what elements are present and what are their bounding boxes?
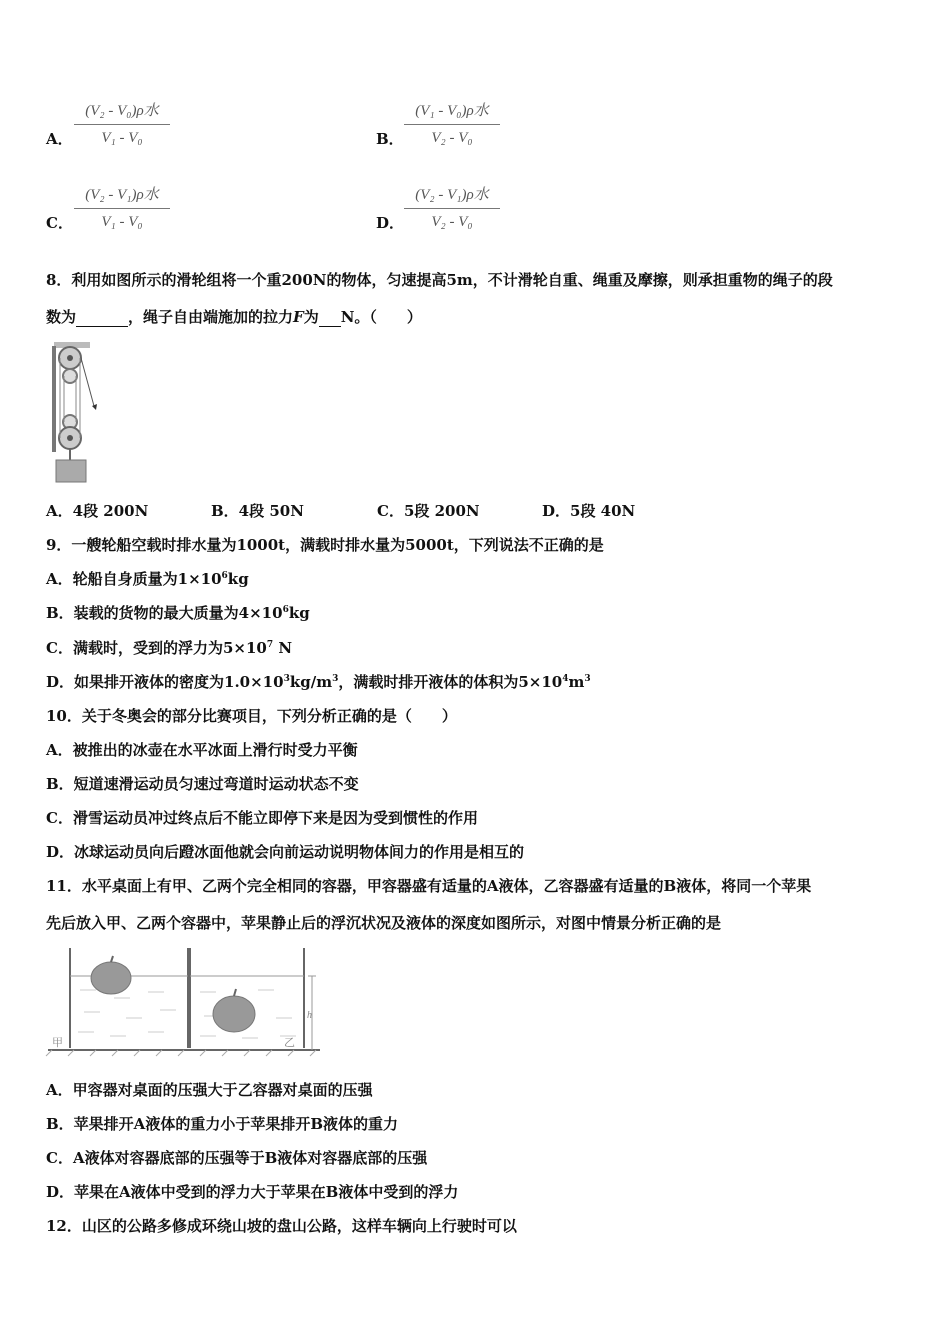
q7-option-c-formula[interactable] [74,184,170,233]
unit: kg [227,570,249,588]
q8-option-b[interactable]: B．4段 50N [211,502,304,520]
q11-option-d[interactable]: D．苹果在A液体中受到的浮力大于苹果在B液体中受到的浮力 [46,1183,459,1201]
fraction-denominator: V₂ - V₀ [431,130,473,146]
exponent: 3 [584,674,591,684]
unit: kg [288,604,310,622]
fixed-pulley-small [63,369,77,383]
q10-option-c[interactable]: C．滑雪运动员冲过终点后不能立即停下来是因为受到惯性的作用 [46,809,478,827]
q10-option-a[interactable]: A．被推出的冰壶在水平冰面上滑行时受力平衡 [46,741,358,759]
q9-text: D．如果排开液体的密度为1.0×10 [46,673,284,691]
q10-option-b[interactable]: B．短道速滑运动员匀速过弯道时运动状态不变 [46,775,359,793]
container-jia [70,948,188,1048]
q7-option-d-label: D． [376,214,405,232]
container-yi [190,948,304,1048]
q7-option-d-formula[interactable] [404,184,500,233]
q9-option-b[interactable] [46,603,310,623]
exponent: 7 [266,640,274,650]
q7-option-b-label: B． [376,130,404,148]
depth-label: h [307,1010,312,1021]
q9-option-d[interactable] [46,672,591,692]
fraction-bar [404,124,500,125]
q10-stem: 10．关于冬奥会的部分比赛项目，下列分析正确的是（ ） [46,707,457,725]
q8-answer-blank-2[interactable] [319,310,341,327]
q11-stem-line1: 11．水平桌面上有甲、乙两个完全相同的容器，甲容器盛有适量的A液体，乙容器盛有适量的B液体，将同一个苹果 [46,877,812,895]
fraction-denominator: V₁ - V₀ [101,214,143,230]
q10-option-d[interactable]: D．冰球运动员向后蹬冰面他就会向前运动说明物体间力的作用是相互的 [46,843,525,861]
force-symbol: F [293,308,304,326]
q11-stem-line2: 先后放入甲、乙两个容器中，苹果静止后的浮沉状况及液体的深度如图所示，对图中情景分析正确的是 [46,914,722,932]
fraction-numerator: (V₂ - V₁)ρ水 [415,187,489,203]
q8-text: 数为 [46,308,77,326]
fraction-denominator: V₁ - V₀ [101,130,143,146]
q8-stem-line2 [46,307,422,327]
container-label-yi: 乙 [284,1036,295,1049]
q8-option-c[interactable]: C．5段 200N [377,502,480,520]
exponent: 4 [562,674,569,684]
fraction-denominator: V₂ - V₀ [431,214,473,230]
unit: N [273,639,293,657]
q9-text: C．满载时，受到的浮力为5×10 [46,639,267,657]
q9-stem: 9．一艘轮船空载时排水量为1000t，满载时排水量为5000t，下列说法不正确的是 [46,536,604,554]
exponent: 3 [332,674,339,684]
q7-option-a-label: A． [46,130,73,148]
q8-answer-blank-1[interactable] [76,310,128,327]
q7-option-a-formula[interactable] [74,100,170,149]
q11-option-b[interactable]: B．苹果排开A液体的重力小于苹果排开B液体的重力 [46,1115,398,1133]
container-label-jia: 甲 [52,1036,63,1049]
fraction-numerator: (V₁ - V₀)ρ水 [415,103,489,119]
q8-stem-line1: 8．利用如图所示的滑轮组将一个重200N的物体，匀速提高5m，不计滑轮自重、绳重及摩擦，则承担重物的绳子的段 [46,271,833,289]
suspended-apple [213,996,255,1032]
q8-option-a[interactable]: A．4段 200N [46,502,149,520]
q9-option-a[interactable] [46,569,249,589]
q11-option-a[interactable]: A．甲容器对桌面的压强大于乙容器对桌面的压强 [46,1081,373,1099]
free-rope-end [81,358,94,406]
exponent: 6 [221,571,228,581]
q9-option-c[interactable] [46,638,292,658]
q9-text: A．轮船自身质量为1×10 [46,570,222,588]
q8-text: ，绳子自由端施加的拉力 [128,308,294,326]
pulley-system-figure [44,340,104,486]
q9-text: ，满载时排开液体的体积为5×10 [338,673,563,691]
q7-option-c-label: C． [46,214,73,232]
hanging-weight [56,460,86,482]
floating-apple [91,962,131,994]
q7-option-b-formula[interactable] [404,100,500,149]
unit: kg/m [289,673,333,691]
q12-stem: 12．山区的公路多修成环绕山坡的盘山公路，这样车辆向上行驶时可以 [46,1217,517,1235]
apple-containers-figure [44,946,324,1058]
q8-text: N。（ ） [340,308,422,326]
fraction-bar [74,124,170,125]
pull-arrow [92,404,97,410]
q11-option-c[interactable]: C．A液体对容器底部的压强等于B液体对容器底部的压强 [46,1149,428,1167]
q8-text: 为 [303,308,319,326]
exponent: 3 [283,674,290,684]
fraction-numerator: (V₂ - V₁)ρ水 [85,187,159,203]
fraction-numerator: (V₂ - V₀)ρ水 [85,103,159,119]
q9-text: B．装载的货物的最大质量为4×10 [46,604,283,622]
exponent: 6 [282,605,289,615]
q8-option-d[interactable]: D．5段 40N [542,502,636,520]
unit: m [568,673,585,691]
fraction-bar [74,208,170,209]
fraction-bar [404,208,500,209]
support-rod [52,346,56,452]
